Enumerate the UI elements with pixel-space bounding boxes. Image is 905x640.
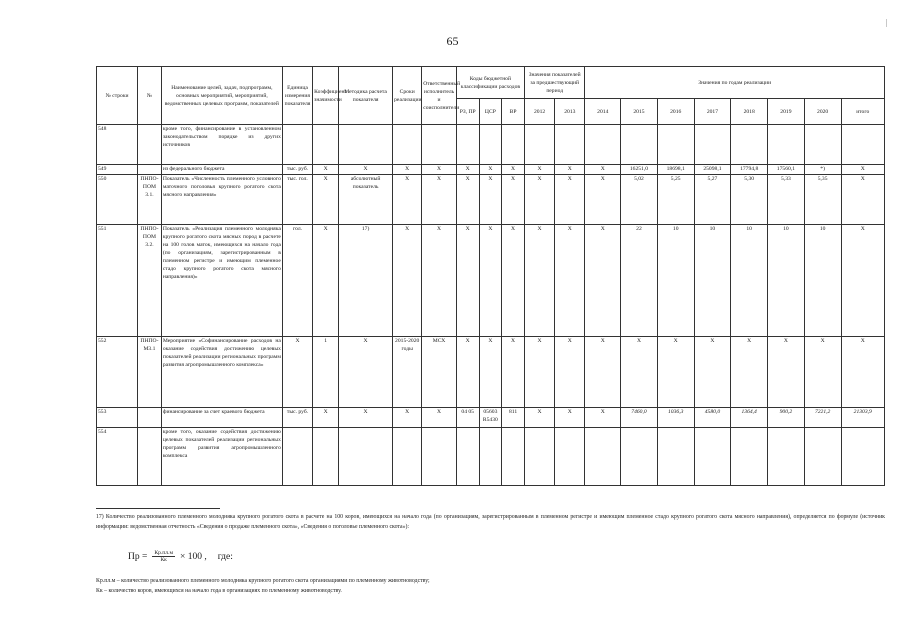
row-no: 551 — [97, 225, 138, 337]
row-2016: 18698,1 — [657, 165, 694, 175]
row-2017: 10 — [694, 225, 731, 337]
row-coef: 1 — [313, 337, 339, 408]
header-csr: ЦСР — [479, 99, 502, 125]
row-total: X — [841, 175, 885, 225]
row-name: Показатель «Реализация племенного молодняка крупного рогатого скота мясных пород в расчете на 100 голов маток, имеющихся на начало года (по организациям, зарегистрированным в племенном регистре и имеющим племенное стадо крупного рогатого скота мясного направления)» — [161, 225, 282, 337]
row-num: ПНПО-М3.1 — [138, 337, 162, 408]
row-term: X — [393, 175, 422, 225]
formula-numerator: Кр.пл.м — [154, 550, 173, 556]
row-no: 553 — [97, 408, 138, 428]
row-resp: X — [422, 165, 457, 175]
row-2018: 17794,8 — [731, 165, 768, 175]
row-2012: X — [524, 165, 554, 175]
row-vr: X — [502, 175, 525, 225]
row-name: из федерального бюджета — [161, 165, 282, 175]
row-2020: 5,35 — [804, 175, 841, 225]
row-2015: 5,02 — [621, 175, 658, 225]
row-2015: 7460,0 — [621, 408, 658, 428]
row-2018: X — [731, 337, 768, 408]
header-term: Сроки реализации — [393, 67, 422, 125]
formula-tail: где: — [217, 551, 233, 562]
row-coef: X — [313, 175, 339, 225]
table-row — [97, 165, 885, 175]
row-name: Мероприятие «Софинансирование расходов на оказание содействия достижению целевых показателей реализации региональных программ развития агропромышленного комплекса» — [161, 337, 282, 408]
row-name: кроме того, оказание содействия достижению целевых показателей реализации региональных программ развития агропромышленного комплекса — [161, 428, 282, 486]
row-term: 2015-2020 годы — [393, 337, 422, 408]
row-name: кроме того, финансирование в установленном законодательством порядке из других источников — [161, 125, 282, 165]
header-resp: Ответственный исполнитель и соисполнители — [422, 67, 457, 125]
row-coef: X — [313, 225, 339, 337]
row-rz: 04 05 — [456, 408, 479, 428]
row-2016: X — [657, 337, 694, 408]
formula-denominator: Кк — [160, 557, 167, 563]
row-vr: 811 — [502, 408, 525, 428]
row-unit: тыс. руб. — [282, 165, 312, 175]
row-no: 550 — [97, 175, 138, 225]
header-2020: 2020 — [804, 99, 841, 125]
row-2012: X — [524, 337, 554, 408]
row-2017: 4580,0 — [694, 408, 731, 428]
row-2017: 25098,1 — [694, 165, 731, 175]
formula-lhs: Пр = — [128, 551, 148, 562]
row-2015: 16251,0 — [621, 165, 658, 175]
row-name: Показатель «Численность племенного условного маточного поголовья крупного рогатого скота мясного направления» — [161, 175, 282, 225]
header-2015: 2015 — [621, 99, 658, 125]
row-method: X — [339, 337, 393, 408]
row-no: 554 — [97, 428, 138, 486]
row-2014: X — [585, 225, 621, 337]
row-2013: X — [555, 337, 585, 408]
formula-rhs: × 100 , — [180, 551, 207, 562]
row-csr: X — [479, 175, 502, 225]
row-num: ПНПО-ПОМ 3.2. — [138, 225, 162, 337]
row-2012: X — [524, 408, 554, 428]
row-no: 548 — [97, 125, 138, 165]
header-name: Наименование целей, задач, подпрограмм, основных мероприятий, мероприятий, ведомственных целевых программ, показателей — [161, 67, 282, 125]
table-row — [97, 337, 885, 408]
row-2020: 7221,2 — [804, 408, 841, 428]
row-2013: X — [555, 175, 585, 225]
header-2017: 2017 — [694, 99, 731, 125]
header-years: Значения по годам реализации — [585, 67, 885, 99]
row-2019: 900,2 — [768, 408, 805, 428]
header-2013: 2013 — [555, 99, 585, 125]
row-rz: X — [456, 337, 479, 408]
header-2018: 2018 — [731, 99, 768, 125]
row-2016: 5,25 — [657, 175, 694, 225]
legend-line: Кк – количество коров, имеющихся на начало года в организациях по племенному животноводству. — [96, 588, 342, 594]
header-2014: 2014 — [585, 99, 621, 125]
header-unit: Единица измерения показателя — [282, 67, 312, 125]
row-2016: 10 — [657, 225, 694, 337]
row-2012: X — [524, 175, 554, 225]
row-csr: X — [479, 225, 502, 337]
row-unit: тыс. руб. — [282, 408, 312, 428]
row-unit: гол. — [282, 225, 312, 337]
formula — [128, 550, 233, 563]
row-rz: X — [456, 175, 479, 225]
table-row — [97, 408, 885, 428]
row-vr: X — [502, 337, 525, 408]
header-2019: 2019 — [768, 99, 805, 125]
row-csr: X — [479, 337, 502, 408]
row-vr: X — [502, 225, 525, 337]
row-2019: 5,33 — [768, 175, 805, 225]
row-name: финансирование за счет краевого бюджета — [161, 408, 282, 428]
row-2020: X — [804, 337, 841, 408]
row-total: X — [841, 225, 885, 337]
row-unit: X — [282, 337, 312, 408]
legend-line: Кр.пл.м – количество реализованного племенного молодняка крупного рогатого скота организациями по племенному животноводству; — [96, 578, 430, 584]
table-row — [97, 225, 885, 337]
row-no: 549 — [97, 165, 138, 175]
header-2016: 2016 — [657, 99, 694, 125]
header-vr: ВР — [502, 99, 525, 125]
row-resp: X — [422, 175, 457, 225]
row-method: X — [339, 165, 393, 175]
header-rz-pr: РЗ, ПР — [456, 99, 479, 125]
row-2018: 1364,4 — [731, 408, 768, 428]
row-total: 21303,9 — [841, 408, 885, 428]
corner-mark: | — [886, 18, 888, 27]
row-rz: X — [456, 225, 479, 337]
row-2020: *) — [804, 165, 841, 175]
row-term: X — [393, 225, 422, 337]
row-resp: X — [422, 408, 457, 428]
row-2013: X — [555, 225, 585, 337]
row-2019: 10 — [768, 225, 805, 337]
row-total: X — [841, 165, 885, 175]
table-row — [97, 125, 885, 165]
row-2018: 5,30 — [731, 175, 768, 225]
row-2014: X — [585, 165, 621, 175]
row-2019: X — [768, 337, 805, 408]
row-2013: X — [555, 165, 585, 175]
row-2017: 5,27 — [694, 175, 731, 225]
header-base: Значения показателей за предшествующий период — [524, 67, 585, 99]
header-coef: Коэффициент значимости — [313, 67, 339, 125]
row-resp: МСХ — [422, 337, 457, 408]
row-rz: X — [456, 165, 479, 175]
footnote-divider — [96, 508, 220, 509]
row-2018: 10 — [731, 225, 768, 337]
row-unit: тыс. гол. — [282, 175, 312, 225]
row-method: X — [339, 408, 393, 428]
row-coef: X — [313, 408, 339, 428]
row-term: X — [393, 408, 422, 428]
formula-fraction — [152, 550, 175, 563]
row-coef: X — [313, 165, 339, 175]
row-no: 552 — [97, 337, 138, 408]
row-2014: X — [585, 337, 621, 408]
row-2014: X — [585, 175, 621, 225]
header-codes: Коды бюджетной классификации расходов — [456, 67, 524, 99]
footnote: 17) Количество реализованного племенного молодняка крупного рогатого скота в расчете на 100 коров, имеющихся на начало года (по организациям, зарегистрированным в племенном регистре и имеющим племенное стадо крупного рогатого скота мясного направления), определяется по формуле (источник информации: ведомственная отчетность «Сведения о продаже племенного скота», «Сведения о поголовье племенного скота»): — [96, 514, 885, 530]
row-2020: 10 — [804, 225, 841, 337]
header-2012: 2012 — [524, 99, 554, 125]
table-row — [97, 428, 885, 486]
header-method: Методика расчета показателя — [339, 67, 393, 125]
row-method: 17) — [339, 225, 393, 337]
row-2013: X — [555, 408, 585, 428]
row-2017: X — [694, 337, 731, 408]
row-term: X — [393, 165, 422, 175]
header-total: итого — [841, 99, 885, 125]
table-row — [97, 175, 885, 225]
row-2015: X — [621, 337, 658, 408]
row-num: ПНПО-ПОМ 3.1. — [138, 175, 162, 225]
row-2015: 22 — [621, 225, 658, 337]
header-row-no: № строки — [97, 67, 138, 125]
row-csr: 05603 R5430 — [479, 408, 502, 428]
row-2019: 17560,1 — [768, 165, 805, 175]
row-2016: 1036,3 — [657, 408, 694, 428]
row-2014: X — [585, 408, 621, 428]
row-csr: X — [479, 165, 502, 175]
program-indicators-table — [96, 66, 885, 486]
row-total: X — [841, 337, 885, 408]
row-vr: X — [502, 165, 525, 175]
row-method: абсолютный показатель — [339, 175, 393, 225]
row-2012: X — [524, 225, 554, 337]
header-num: № — [138, 67, 162, 125]
page-number: 65 — [446, 34, 459, 48]
row-resp: X — [422, 225, 457, 337]
